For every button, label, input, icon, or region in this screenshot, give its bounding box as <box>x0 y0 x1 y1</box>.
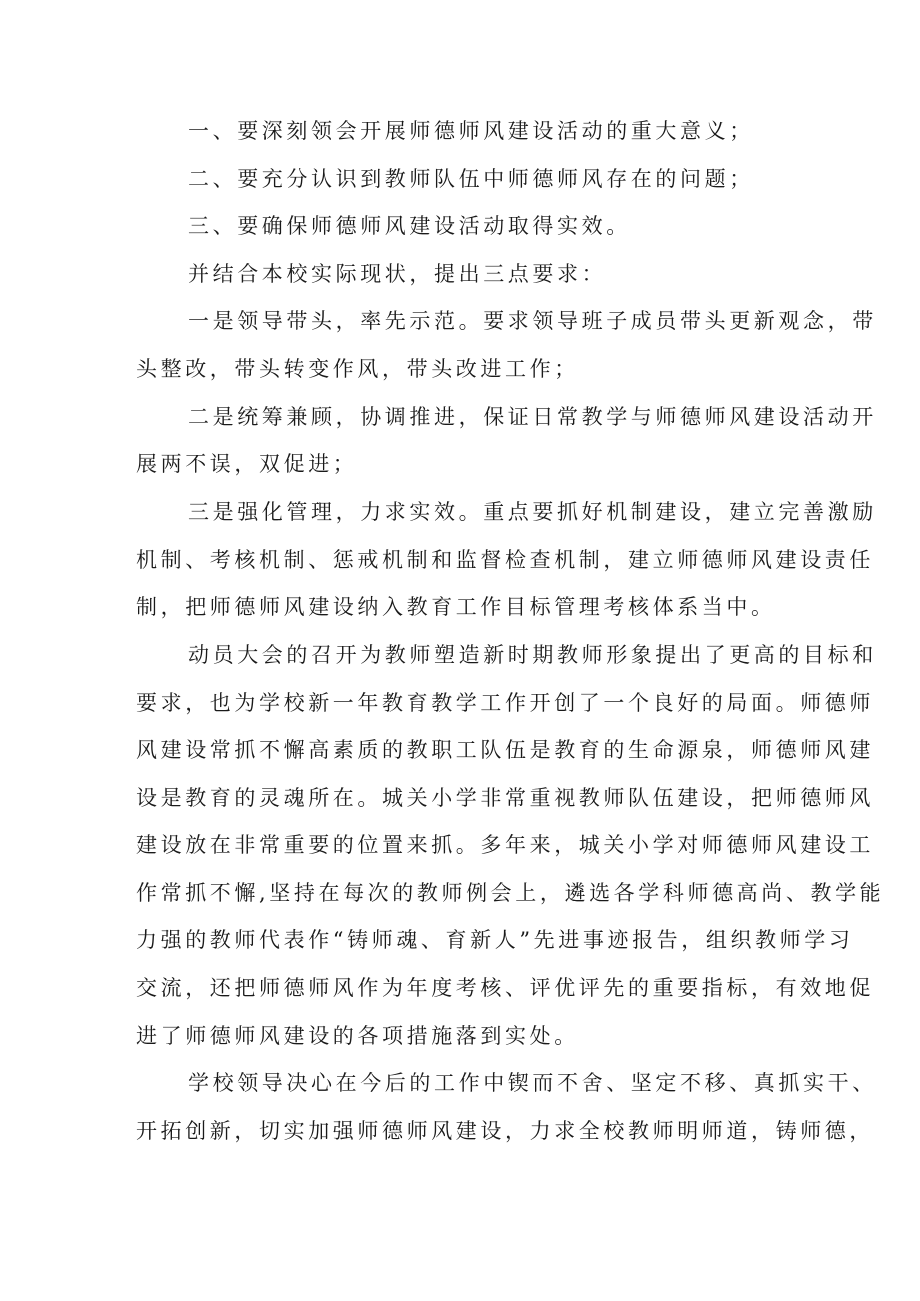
paragraph-2-line-5: 建设放在非常重要的位置来抓。多年来，城关小学对师德师风建设工 <box>136 833 874 857</box>
paragraph-2-line-3: 风建设常抓不懈高素质的教职工队伍是教育的生命源泉，师德师风建 <box>136 738 874 762</box>
requirement-1-line-1: 一是领导带头，率先示范。要求领导班子成员带头更新观念，带 <box>188 309 877 333</box>
requirement-3-line-2: 机制、考核机制、惩戒机制和监督检查机制，建立师德师风建设责任 <box>136 548 874 572</box>
paragraph-2-line-1: 动员大会的召开为教师塑造新时期教师形象提出了更高的目标和 <box>188 643 877 667</box>
intro-requirements: 并结合本校实际现状，提出三点要求： <box>188 262 607 286</box>
requirement-1-line-2: 头整改，带头转变作风，带头改进工作； <box>136 357 579 381</box>
paragraph-2-line-9: 进了师德师风建设的各项措施落到实处。 <box>136 1024 579 1048</box>
requirement-3-line-1: 三是强化管理，力求实效。重点要抓好机制建设，建立完善激励 <box>188 500 877 524</box>
requirement-2-line-2: 展两不误，双促进； <box>136 452 358 476</box>
list-item-2: 二、要充分认识到教师队伍中师德师风存在的问题； <box>188 167 754 191</box>
paragraph-3-line-2: 开拓创新，切实加强师德师风建设，力求全校教师明师道，铸师德， <box>136 1119 874 1143</box>
list-item-3: 三、要确保师德师风建设活动取得实效。 <box>188 214 631 238</box>
paragraph-3-line-1: 学校领导决心在今后的工作中锲而不舍、坚定不移、真抓实干、 <box>188 1071 877 1095</box>
paragraph-2-line-7: 力强的教师代表作“铸师魂、育新人”先进事迹报告，组织教师学习 <box>136 928 854 952</box>
requirement-2-line-1: 二是统筹兼顾，协调推进，保证日常教学与师德师风建设活动开 <box>188 405 877 429</box>
paragraph-2-line-4: 设是教育的灵魂所在。城关小学非常重视教师队伍建设，把师德师风 <box>136 786 874 810</box>
list-item-1: 一、要深刻领会开展师德师风建设活动的重大意义； <box>188 119 754 143</box>
paragraph-2-line-2: 要求，也为学校新一年教育教学工作开创了一个良好的局面。师德师 <box>136 691 874 715</box>
paragraph-2-line-6: 作常抓不懈,坚持在每次的教师例会上，遴选各学科师德高尚、教学能 <box>136 881 885 905</box>
paragraph-2-line-8: 交流，还把师德师风作为年度考核、评优评先的重要指标，有效地促 <box>136 976 874 1000</box>
requirement-3-line-3: 制，把师德师风建设纳入教育工作目标管理考核体系当中。 <box>136 595 776 619</box>
